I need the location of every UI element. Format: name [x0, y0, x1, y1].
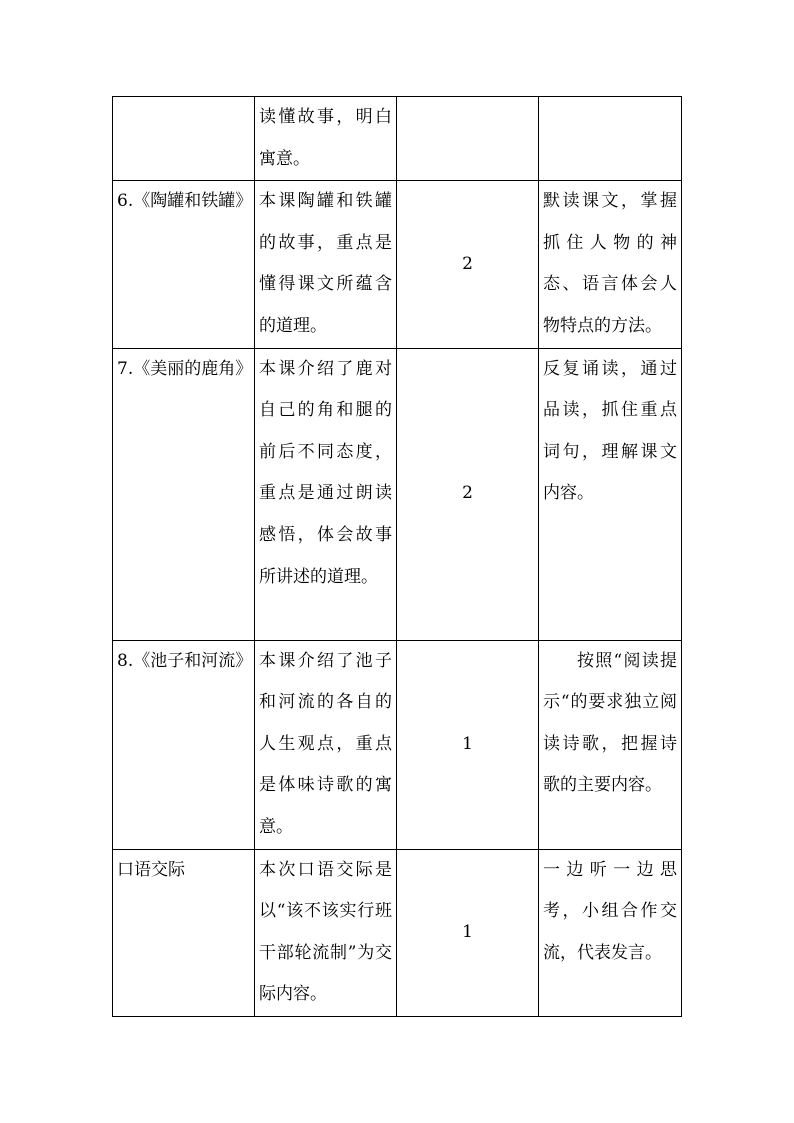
method-cell: 反复诵读，通过品读，抓住重点词句，理解课文内容。 — [539, 348, 682, 640]
hours-cell: 1 — [397, 640, 539, 849]
content-cell: 本课介绍了池子和河流的各自的人生观点，重点是体味诗歌的寓意。 — [255, 640, 397, 849]
hours-cell: 2 — [397, 181, 539, 348]
method-cell: 一边听一边思考，小组合作交流，代表发言。 — [539, 849, 682, 1016]
method-cell: 默读课文，掌握抓住人物的神态、语言体会人物特点的方法。 — [539, 181, 682, 348]
hours-cell: 1 — [397, 849, 539, 1016]
lesson-cell — [113, 97, 255, 181]
content-cell: 本次口语交际是以“该不该实行班干部轮流制”为交际内容。 — [255, 849, 397, 1016]
hours-cell: 2 — [397, 348, 539, 640]
content-cell: 本课陶罐和铁罐的故事，重点是懂得课文所蕴含的道理。 — [255, 181, 397, 348]
lesson-cell: 6.《陶罐和铁罐》 — [113, 181, 255, 348]
table-row — [113, 640, 682, 849]
table-row — [113, 181, 682, 348]
lesson-plan-table — [112, 96, 682, 1017]
table-row — [113, 849, 682, 1016]
lesson-cell: 口语交际 — [113, 849, 255, 1016]
lesson-cell: 7.《美丽的鹿角》 — [113, 348, 255, 640]
hours-cell — [397, 97, 539, 181]
lesson-cell: 8.《池子和河流》 — [113, 640, 255, 849]
content-cell: 本课介绍了鹿对自己的角和腿的前后不同态度，重点是通过朗读感悟，体会故事所讲述的道理。 — [255, 348, 397, 640]
table-row — [113, 97, 682, 181]
table-row — [113, 348, 682, 640]
method-cell: 按照“阅读提示“的要求独立阅读诗歌，把握诗歌的主要内容。 — [539, 640, 682, 849]
content-cell: 读懂故事，明白寓意。 — [255, 97, 397, 181]
method-cell — [539, 97, 682, 181]
